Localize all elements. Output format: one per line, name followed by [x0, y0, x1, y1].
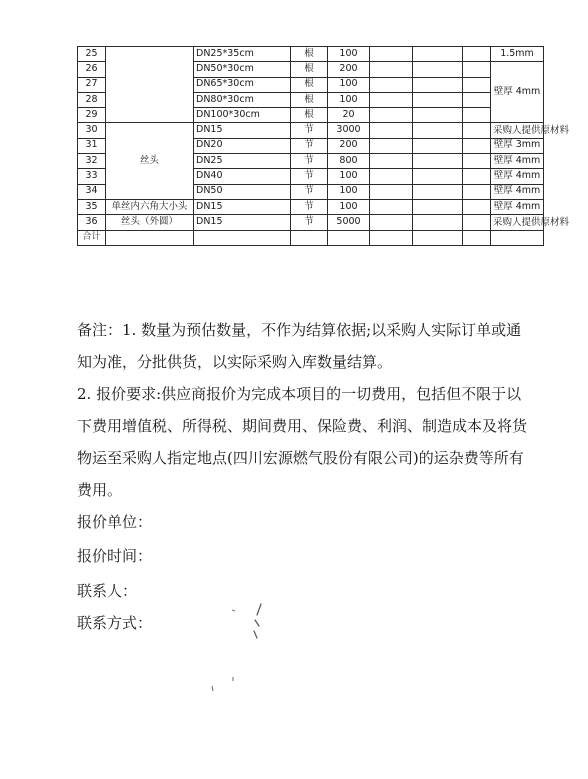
note-cell: 壁厚 4mm [491, 199, 544, 214]
blank-cell [463, 108, 491, 123]
quantity-cell: 100 [328, 77, 370, 92]
note-cell: 采购人提供原材料 [491, 215, 544, 230]
spec-cell: DN25 [194, 154, 291, 169]
unit-price-cell [370, 138, 413, 153]
pen-mark [228, 598, 278, 648]
total-cell [328, 230, 370, 245]
spec-cell: DN50 [194, 184, 291, 199]
spec-cell: DN50*30cm [194, 62, 291, 77]
row-number: 26 [78, 62, 106, 77]
unit-cell: 根 [291, 77, 328, 92]
unit-price-cell [370, 62, 413, 77]
table-row [78, 215, 544, 230]
spec-cell: DN20 [194, 138, 291, 153]
unit-price-cell [370, 169, 413, 184]
remarks-section [77, 314, 527, 506]
quantity-cell: 3000 [328, 123, 370, 138]
unit-cell: 节 [291, 123, 328, 138]
amount-cell [413, 184, 463, 199]
unit-price-cell [370, 184, 413, 199]
spec-cell: DN40 [194, 169, 291, 184]
blank-cell [463, 123, 491, 138]
spec-cell: DN65*30cm [194, 77, 291, 92]
note-cell: 壁厚 4mm [491, 169, 544, 184]
total-cell [413, 230, 463, 245]
table-row [78, 123, 544, 138]
row-number: 34 [78, 184, 106, 199]
total-row [78, 230, 544, 245]
spec-cell: DN15 [194, 199, 291, 214]
spec-cell: DN25*35cm [194, 47, 291, 62]
remarks-line: 2. 报价要求:供应商报价为完成本项目的一切费用，包括但不限于以 [77, 385, 522, 403]
price-quote-table [77, 46, 570, 246]
row-number: 31 [78, 138, 106, 153]
total-cell [106, 230, 194, 245]
blank-cell [463, 154, 491, 169]
table-row [78, 199, 544, 214]
blank-cell [463, 199, 491, 214]
remarks-line: 备注：1. 数量为预估数量，不作为结算依据;以采购人实际订单或通 [77, 321, 522, 339]
quantity-cell: 100 [328, 184, 370, 199]
contact-info-label: 联系方式： [77, 614, 153, 632]
unit-cell: 节 [291, 154, 328, 169]
total-cell [491, 230, 544, 245]
unit-price-cell [370, 123, 413, 138]
blank-cell [463, 92, 491, 107]
remarks-line: 物运至采购人指定地点(四川宏源燃气股份有限公司)的运杂费等所有 [77, 449, 524, 467]
total-label: 合计 [78, 230, 106, 245]
amount-cell [413, 47, 463, 62]
row-number: 32 [78, 154, 106, 169]
item-name-cell [106, 47, 194, 123]
row-number: 33 [78, 169, 106, 184]
unit-cell: 节 [291, 169, 328, 184]
item-name-cell: 丝头（外圆） [106, 215, 194, 230]
row-number: 35 [78, 199, 106, 214]
quantity-cell: 200 [328, 62, 370, 77]
blank-cell [463, 138, 491, 153]
quantity-cell: 200 [328, 138, 370, 153]
quote-unit-label: 报价单位： [77, 513, 153, 531]
unit-cell: 根 [291, 62, 328, 77]
item-name-cell: 单丝内六角大小头 [106, 199, 194, 214]
amount-cell [413, 215, 463, 230]
spec-cell: DN15 [194, 215, 291, 230]
unit-price-cell [370, 47, 413, 62]
remarks-line: 知为准，分批供货，以实际采购入库数量结算。 [77, 353, 393, 371]
note-cell: 壁厚 4mm [491, 184, 544, 199]
quantity-cell: 100 [328, 92, 370, 107]
row-number: 29 [78, 108, 106, 123]
amount-cell [413, 199, 463, 214]
quote-time-label: 报价时间： [77, 547, 153, 565]
row-number: 30 [78, 123, 106, 138]
note-cell: 壁厚 4mm [491, 62, 544, 123]
unit-price-cell [370, 77, 413, 92]
amount-cell [413, 62, 463, 77]
quantity-cell: 100 [328, 169, 370, 184]
amount-cell [413, 92, 463, 107]
total-cell [463, 230, 491, 245]
row-number: 27 [78, 77, 106, 92]
spec-cell: DN100*30cm [194, 108, 291, 123]
total-cell [194, 230, 291, 245]
blank-cell [463, 77, 491, 92]
note-cell: 1.5mm [491, 47, 544, 62]
unit-cell: 根 [291, 92, 328, 107]
unit-cell: 节 [291, 184, 328, 199]
amount-cell [413, 108, 463, 123]
remarks-line: 费用。 [77, 481, 123, 499]
amount-cell [413, 123, 463, 138]
item-name-cell: 丝头 [106, 123, 194, 199]
note-cell: 壁厚 3mm [491, 138, 544, 153]
unit-price-cell [370, 215, 413, 230]
total-cell [291, 230, 328, 245]
blank-cell [463, 169, 491, 184]
remarks-line: 下费用增值税、所得税、期间费用、保险费、利润、制造成本及将货 [77, 417, 528, 435]
note-cell: 壁厚 4mm [491, 154, 544, 169]
row-number: 28 [78, 92, 106, 107]
unit-cell: 节 [291, 199, 328, 214]
unit-cell: 节 [291, 138, 328, 153]
amount-cell [413, 138, 463, 153]
unit-price-cell [370, 108, 413, 123]
spec-cell: DN80*30cm [194, 92, 291, 107]
spec-cell: DN15 [194, 123, 291, 138]
row-number: 25 [78, 47, 106, 62]
blank-cell [463, 47, 491, 62]
amount-cell [413, 169, 463, 184]
amount-cell [413, 77, 463, 92]
note-cell: 采购人提供原材料 [491, 123, 544, 138]
amount-cell [413, 154, 463, 169]
unit-cell: 根 [291, 108, 328, 123]
quantity-cell: 5000 [328, 215, 370, 230]
blank-cell [463, 215, 491, 230]
row-number: 36 [78, 215, 106, 230]
unit-price-cell [370, 92, 413, 107]
quantity-cell: 100 [328, 47, 370, 62]
blank-cell [463, 62, 491, 77]
quantity-cell: 800 [328, 154, 370, 169]
pen-mark [208, 675, 238, 695]
blank-cell [463, 184, 491, 199]
total-cell [370, 230, 413, 245]
unit-price-cell [370, 154, 413, 169]
unit-cell: 根 [291, 47, 328, 62]
table-row [78, 47, 544, 62]
contact-person-label: 联系人： [77, 582, 138, 600]
quantity-cell: 100 [328, 199, 370, 214]
unit-cell: 节 [291, 215, 328, 230]
unit-price-cell [370, 199, 413, 214]
quantity-cell: 20 [328, 108, 370, 123]
